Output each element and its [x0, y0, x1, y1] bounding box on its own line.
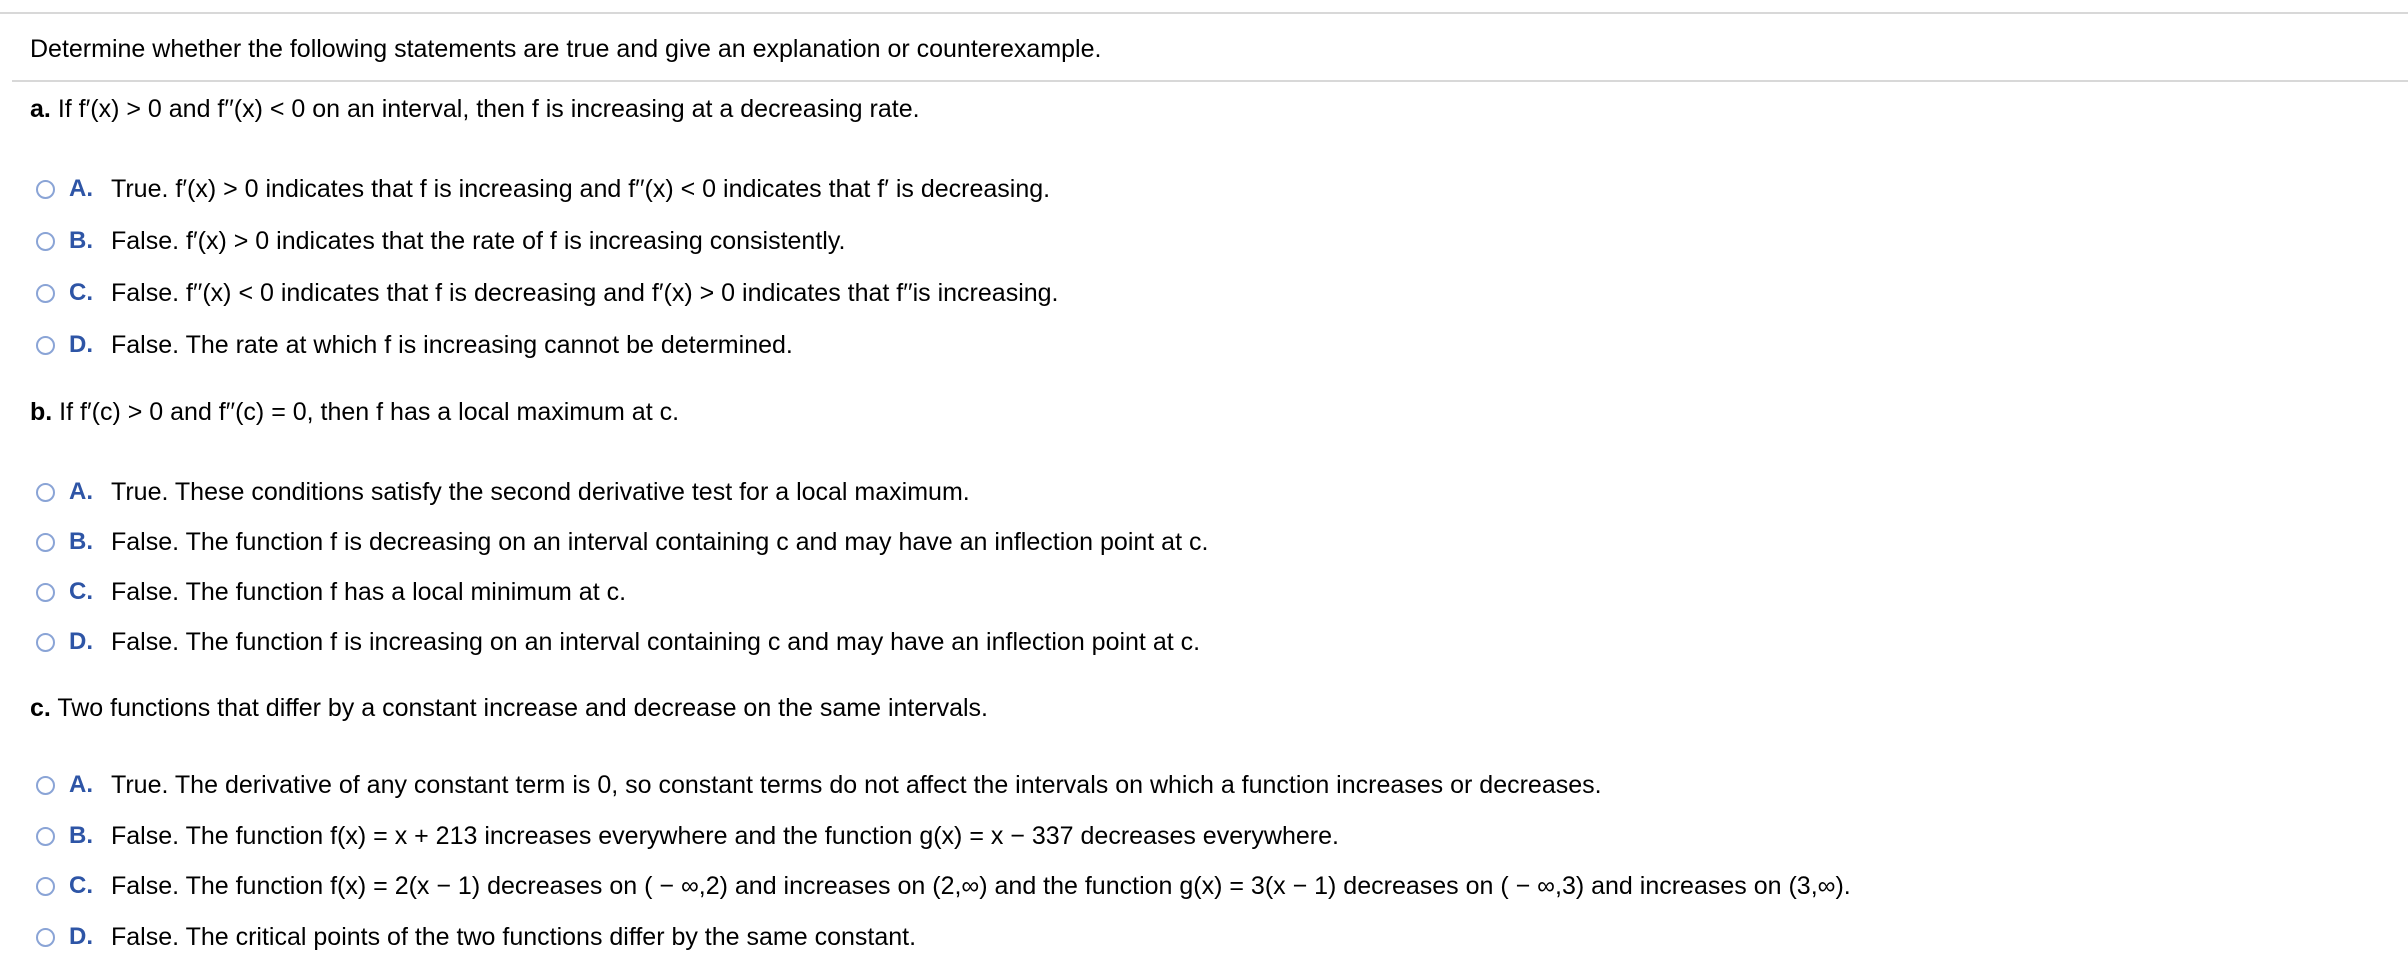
- instructions-divider: [12, 80, 2408, 82]
- option-text: False. The function f has a local minimum at c.: [111, 578, 627, 606]
- question-a-letter: a.: [30, 95, 51, 123]
- option-letter: C.: [69, 279, 93, 306]
- option-letter: B.: [69, 822, 93, 849]
- question-c-option-b[interactable]: [36, 819, 1339, 853]
- radio-button-icon[interactable]: [36, 284, 55, 303]
- radio-button-icon[interactable]: [36, 483, 55, 502]
- radio-button-icon[interactable]: [36, 533, 55, 552]
- question-c: [30, 691, 988, 725]
- option-text: True. The derivative of any constant term is 0, so constant terms do not affect the intervals on which a function increases or decreases.: [111, 771, 1602, 799]
- option-text: False. f′′(x) < 0 indicates that f is decreasing and f′(x) > 0 indicates that f′′is increasing.: [111, 279, 1059, 307]
- option-letter: B.: [69, 528, 93, 555]
- question-a-statement: If f′(x) > 0 and f′′(x) < 0 on an interval, then f is increasing at a decreasing rate.: [57, 95, 920, 123]
- instructions-text: Determine whether the following statements are true and give an explanation or counterexample.: [30, 35, 1102, 63]
- option-letter: B.: [69, 227, 93, 254]
- option-text: False. f′(x) > 0 indicates that the rate of f is increasing consistently.: [111, 227, 846, 255]
- option-text: False. The function f is increasing on an interval containing c and may have an inflection point at c.: [111, 628, 1201, 656]
- radio-button-icon[interactable]: [36, 232, 55, 251]
- question-a: [30, 92, 920, 126]
- question-b-letter: b.: [30, 398, 53, 426]
- radio-button-icon[interactable]: [36, 180, 55, 199]
- option-text: False. The function f is decreasing on an interval containing c and may have an inflection point at c.: [111, 528, 1209, 556]
- option-letter: D.: [69, 628, 93, 655]
- question-c-statement: Two functions that differ by a constant increase and decrease on the same intervals.: [57, 694, 988, 722]
- radio-button-icon[interactable]: [36, 633, 55, 652]
- question-a-option-c[interactable]: [36, 276, 1059, 310]
- radio-button-icon[interactable]: [36, 827, 55, 846]
- question-a-option-a[interactable]: [36, 172, 1050, 206]
- top-divider: [0, 12, 2408, 14]
- radio-button-icon[interactable]: [36, 776, 55, 795]
- radio-button-icon[interactable]: [36, 928, 55, 947]
- question-b-option-c[interactable]: [36, 575, 626, 609]
- radio-button-icon[interactable]: [36, 877, 55, 896]
- option-text: False. The function f(x) = x + 213 increases everywhere and the function g(x) = x − 337 decreases everywhere.: [111, 822, 1339, 850]
- option-text: True. These conditions satisfy the second derivative test for a local maximum.: [111, 478, 970, 506]
- question-c-option-d[interactable]: [36, 920, 916, 954]
- question-b-option-d[interactable]: [36, 625, 1200, 659]
- option-letter: A.: [69, 478, 93, 505]
- option-text: False. The rate at which f is increasing cannot be determined.: [111, 331, 793, 359]
- option-letter: D.: [69, 923, 93, 950]
- radio-button-icon[interactable]: [36, 336, 55, 355]
- option-text: False. The critical points of the two functions differ by the same constant.: [111, 923, 917, 951]
- question-b-option-a[interactable]: [36, 475, 970, 509]
- option-text: False. The function f(x) = 2(x − 1) decreases on ( − ∞,2) and increases on (2,∞) and the function g(x) = 3(x − 1) decreases on ( − ∞,3) and increases on (3,∞).: [111, 872, 1851, 900]
- option-letter: C.: [69, 578, 93, 605]
- question-b-statement: If f′(c) > 0 and f′′(c) = 0, then f has a local maximum at c.: [59, 398, 680, 426]
- question-a-option-b[interactable]: [36, 224, 845, 258]
- question-c-letter: c.: [30, 694, 51, 722]
- option-letter: A.: [69, 771, 93, 798]
- question-b: [30, 395, 679, 429]
- question-b-option-b[interactable]: [36, 525, 1208, 559]
- option-letter: A.: [69, 175, 93, 202]
- question-a-option-d[interactable]: [36, 328, 793, 362]
- option-letter: C.: [69, 872, 93, 899]
- option-text: True. f′(x) > 0 indicates that f is increasing and f′′(x) < 0 indicates that f′ is decreasing.: [111, 175, 1051, 203]
- question-c-option-a[interactable]: [36, 768, 1602, 802]
- radio-button-icon[interactable]: [36, 583, 55, 602]
- question-c-option-c[interactable]: [36, 869, 1851, 903]
- option-letter: D.: [69, 331, 93, 358]
